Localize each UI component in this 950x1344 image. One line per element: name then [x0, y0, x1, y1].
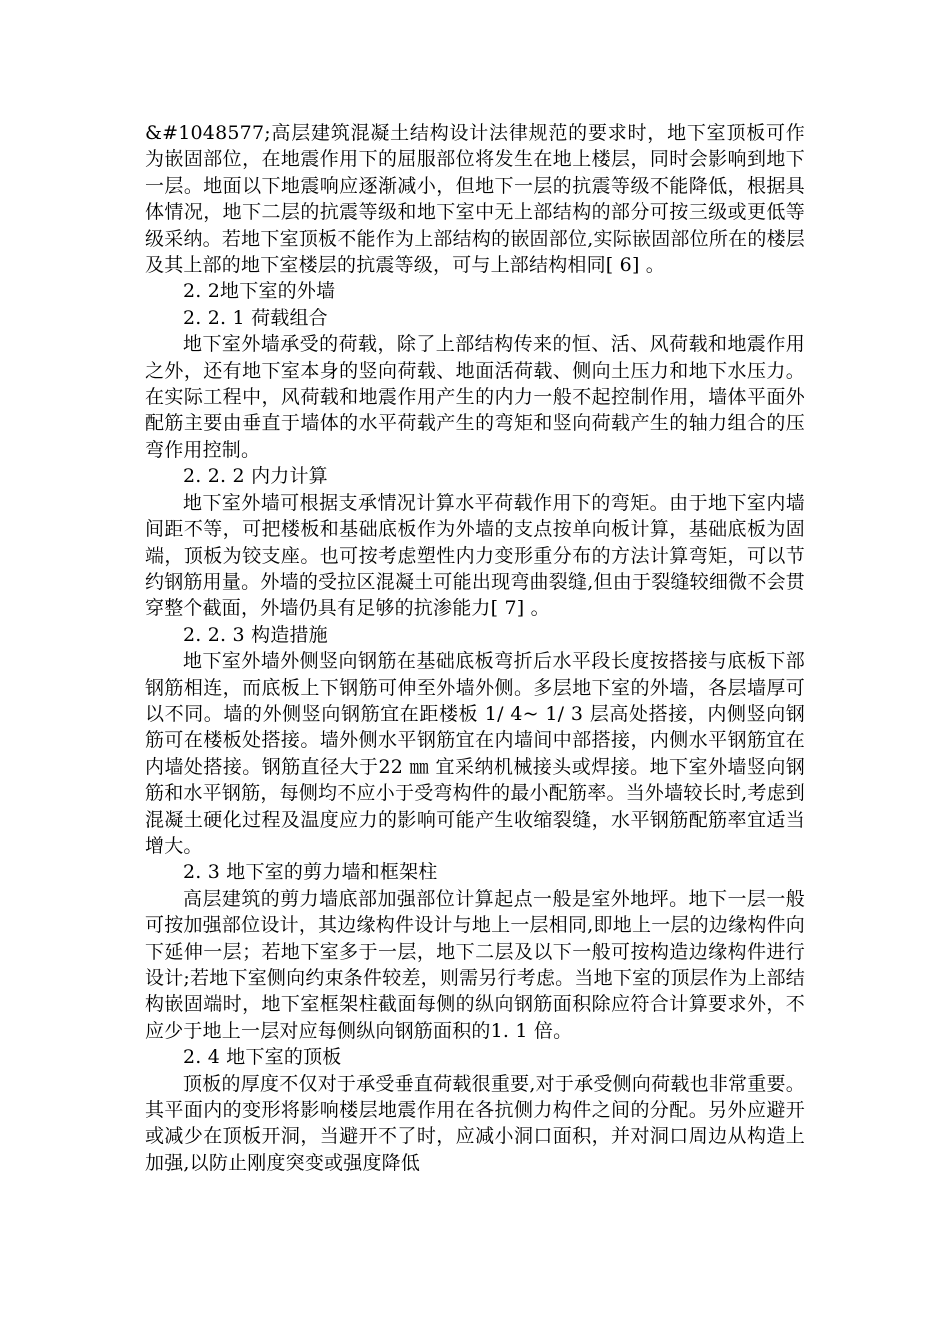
- paragraph-construction-measures: 地下室外墙外侧竖向钢筋在基础底板弯折后水平段长度按搭接与底板下部钢筋相连，而底板上下钢筋可伸至外墙外侧。多层地下室的外墙，各层墙厚可以不同。墙的外侧竖向钢筋宜在距楼板 1/ 4~ 1/ 3 层高处搭接，内侧竖向钢筋可在楼板处搭接。墙外侧水平钢筋宜在内墙间中部搭接，内侧水平钢筋宜在内墙处搭接。钢筋直径大于22 ㎜ 宜采纳机械接头或焊接。地下室外墙竖向钢筋和水平钢筋，每侧均不应小于受弯构件的最小配筋率。当外墙较长时,考虑到混凝土硬化过程及温度应力的影响可能产生收缩裂缝，水平钢筋配筋率宜适当增大。: [145, 650, 805, 857]
- paragraph-shear-wall-column: 高层建筑的剪力墙底部加强部位计算起点一般是室外地坪。地下一层一般可按加强部位设计，其边缘构件设计与地上一层相同,即地上一层的边缘构件向下延伸一层；若地下室多于一层，地下二层及以下一般可按构造边缘构件进行设计;若地下室侧向约束条件较差，则需另行考虑。当地下室的顶层作为上部结构嵌固端时，地下室框架柱截面每侧的纵向钢筋面积除应符合计算要求外，不应少于地上一层对应每侧纵向钢筋面积的1. 1 倍。: [145, 887, 805, 1042]
- document-page: [145, 120, 805, 1176]
- heading-2-2-1-load-combination: 2. 2. 1 荷载组合: [183, 306, 328, 329]
- heading-2-2-basement-exterior-wall: 2. 2地下室的外墙: [183, 280, 336, 303]
- heading-2-2-2-internal-force: 2. 2. 2 内力计算: [183, 465, 328, 488]
- paragraph-basement-roof: 顶板的厚度不仅对于承受垂直荷载很重要,对于承受侧向荷载也非常重要。其平面内的变形将影响楼层地震作用在各抗侧力构件之间的分配。另外应避开或减少在顶板开洞，当避开不了时，应减小洞口面积，并对洞口周边从构造上加强,以防止刚度突变或强度降低: [145, 1072, 805, 1174]
- paragraph-load-combination: 地下室外墙承受的荷载，除了上部结构传来的恒、活、风荷载和地震作用之外，还有地下室本身的竖向荷载、地面活荷载、侧向土压力和地下水压力。在实际工程中，风荷载和地震作用产生的内力一般不起控制作用，墙体平面外配筋主要由垂直于墙体的水平荷载产生的弯矩和竖向荷载产生的轴力组合的压弯作用控制。: [145, 333, 805, 461]
- paragraph-seismic-grade: &#1048577;高层建筑混凝土结构设计法律规范的要求时，地下室顶板可作为嵌固部位，在地震作用下的屈服部位将发生在地上楼层，同时会影响到地下一层。地面以下地震响应逐渐减小，但地下一层的抗震等级不能降低，根据具体情况，地下二层的抗震等级和地下室中无上部结构的部分可按三级或更低等级采纳。若地下室顶板不能作为上部结构的嵌固部位,实际嵌固部位所在的楼层及其上部的地下室楼层的抗震等级，可与上部结构相同[ 6] 。: [145, 122, 805, 277]
- paragraph-internal-force: 地下室外墙可根据支承情况计算水平荷载作用下的弯矩。由于地下室内墙间距不等，可把楼板和基础底板作为外墙的支点按单向板计算，基础底板为固端，顶板为铰支座。也可按考虑塑性内力变形重分布的方法计算弯矩，可以节约钢筋用量。外墙的受拉区混凝土可能出现弯曲裂缝,但由于裂缝较细微不会贯穿整个截面，外墙仍具有足够的抗渗能力[ 7] 。: [145, 491, 805, 620]
- heading-2-4-basement-roof: 2. 4 地下室的顶板: [183, 1046, 342, 1069]
- heading-2-2-3-construction-measures: 2. 2. 3 构造措施: [183, 623, 328, 646]
- heading-2-3-shear-wall-column: 2. 3 地下室的剪力墙和框架柱: [183, 861, 438, 884]
